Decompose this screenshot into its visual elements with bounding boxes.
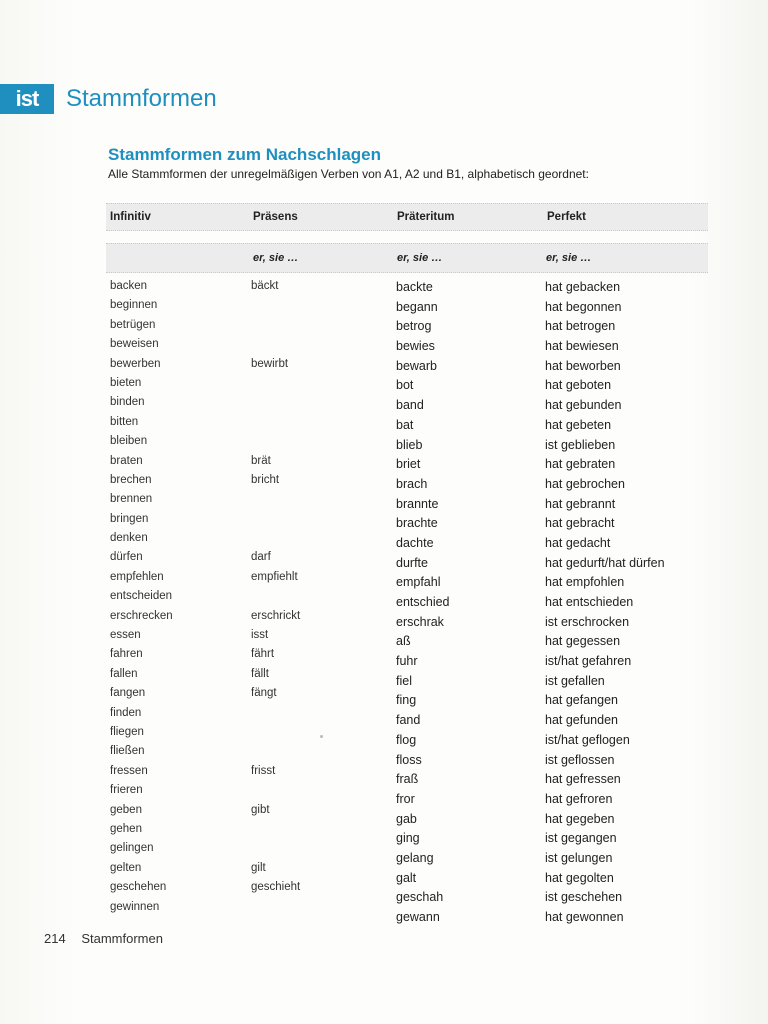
cell-infinitiv: backen [110, 280, 148, 292]
footer-label: Stammformen [81, 931, 163, 946]
cell-infinitiv: dürfen [110, 551, 143, 564]
chapter-badge: ist [0, 84, 54, 114]
cell-perfekt: hat empfohlen [545, 575, 625, 590]
cell-praesens [251, 493, 300, 512]
cell-praeteritum: brach [396, 476, 428, 491]
cell-praeteritum: durfte [396, 555, 428, 570]
column-praesens [251, 280, 300, 920]
cell-infinitiv: bitten [110, 415, 139, 428]
cell-praeteritum: band [396, 398, 424, 413]
cell-perfekt: hat gegeben [545, 811, 615, 826]
cell-perfekt: hat bewiesen [545, 339, 619, 354]
cell-perfekt: hat gebacken [545, 280, 621, 294]
cell-praesens: frisst [251, 764, 276, 777]
cell-perfekt: ist/hat gefahren [545, 654, 632, 669]
cell-infinitiv: gelingen [110, 842, 154, 855]
cell-praeteritum: flog [396, 732, 417, 747]
cell-perfekt: hat gebracht [545, 516, 615, 531]
cell-perfekt: hat gegolten [545, 870, 614, 885]
cell-perfekt: hat gewonnen [545, 910, 624, 924]
column-perfekt [545, 280, 665, 930]
cell-perfekt: hat gegessen [545, 634, 621, 649]
cell-infinitiv: fangen [110, 687, 146, 700]
cell-infinitiv: bieten [110, 376, 142, 389]
cell-infinitiv: beweisen [110, 338, 159, 351]
cell-praesens [251, 823, 300, 842]
cell-perfekt: ist gegangen [545, 831, 617, 846]
cell-perfekt: ist/hat geflogen [545, 732, 630, 747]
header-perfekt: Perfekt [547, 211, 586, 223]
cell-perfekt: hat gefangen [545, 693, 618, 708]
cell-infinitiv: empfehlen [110, 570, 164, 583]
cell-infinitiv: geben [110, 803, 142, 816]
cell-perfekt: hat gefressen [545, 772, 621, 787]
cell-infinitiv: fressen [110, 764, 148, 777]
cell-perfekt: hat gefroren [545, 791, 613, 806]
subheader-perfekt: er, sie … [546, 252, 592, 264]
subheader-praeteritum: er, sie … [397, 252, 443, 264]
header-infinitiv: Infinitiv [110, 211, 151, 223]
cell-praesens [251, 338, 300, 357]
cell-infinitiv: bewerben [110, 357, 161, 370]
cell-praeteritum: floss [396, 752, 422, 767]
cell-perfekt: hat gebeten [545, 417, 612, 432]
cell-praesens [251, 532, 300, 551]
cell-praesens [251, 901, 300, 920]
cell-praeteritum: erschrak [396, 614, 444, 629]
cell-perfekt: hat entschieden [545, 595, 634, 609]
cell-praeteritum: ging [396, 831, 420, 846]
cell-infinitiv: gewinnen [110, 900, 160, 913]
cell-praesens: bäckt [251, 280, 279, 292]
cell-infinitiv: fließen [110, 745, 145, 758]
cell-praeteritum: blieb [396, 437, 423, 452]
cell-praeteritum: gab [396, 811, 417, 826]
cell-perfekt: ist geschehen [545, 890, 623, 905]
cell-praesens: brät [251, 454, 271, 467]
cell-praesens [251, 435, 300, 454]
cell-praesens [251, 707, 300, 726]
cell-infinitiv: braten [110, 454, 143, 467]
cell-perfekt: ist gelungen [545, 850, 613, 865]
cell-praesens [251, 319, 300, 338]
cell-perfekt: hat begonnen [545, 299, 622, 314]
cell-praesens: bewirbt [251, 357, 289, 370]
cell-praesens: darf [251, 551, 271, 564]
subheader-praesens: er, sie … [253, 252, 299, 264]
cell-perfekt: ist geblieben [545, 437, 616, 452]
cell-praeteritum: gelang [396, 850, 434, 865]
cell-praeteritum: briet [396, 457, 421, 472]
cell-infinitiv: brechen [110, 473, 152, 486]
section-subtitle: Alle Stammformen der unregelmäßigen Verben von A1, A2 und B1, alphabetisch geordnet: [108, 167, 589, 181]
cell-praeteritum: empfahl [396, 575, 441, 590]
cell-infinitiv: beginnen [110, 299, 158, 312]
cell-praeteritum: brachte [396, 516, 438, 531]
cell-praesens: empfiehlt [251, 570, 298, 583]
table-header [106, 203, 708, 231]
cell-perfekt: hat gedurft/hat dürfen [545, 555, 665, 570]
cell-praeteritum: galt [396, 870, 417, 885]
cell-infinitiv: denken [110, 532, 148, 545]
cell-infinitiv: bringen [110, 512, 149, 525]
cell-praeteritum: entschied [396, 595, 450, 609]
cell-perfekt: ist gefallen [545, 673, 605, 688]
cell-praesens: fängt [251, 687, 277, 700]
cell-infinitiv: frieren [110, 784, 143, 797]
cell-infinitiv: gelten [110, 861, 142, 874]
cell-perfekt: hat beworben [545, 358, 621, 373]
cell-praeteritum: geschah [396, 890, 444, 905]
cell-perfekt: hat betrogen [545, 319, 616, 334]
column-infinitiv [110, 280, 173, 920]
cell-praeteritum: bewies [396, 339, 435, 354]
cell-praesens [251, 745, 300, 764]
cell-praeteritum: betrog [396, 319, 432, 334]
cell-praeteritum: fiel [396, 673, 412, 688]
cell-praesens: fährt [251, 648, 275, 661]
cell-praeteritum: gewann [396, 910, 440, 924]
cell-praeteritum: aß [396, 634, 411, 649]
cell-infinitiv: entscheiden [110, 590, 173, 603]
cell-praesens [251, 377, 300, 396]
cell-praesens [251, 299, 300, 318]
cell-praeteritum: fuhr [396, 654, 418, 669]
header-praeteritum: Präteritum [397, 211, 455, 223]
cell-infinitiv: bleiben [110, 435, 148, 448]
cell-praeteritum: backte [396, 280, 433, 294]
cell-perfekt: hat gebrochen [545, 476, 625, 491]
cell-perfekt: ist geflossen [545, 752, 615, 767]
cell-infinitiv: binden [110, 396, 145, 409]
cell-perfekt: hat gebrannt [545, 496, 616, 511]
cell-praeteritum: fand [396, 713, 421, 728]
cell-praesens [251, 590, 300, 609]
page-footer [44, 931, 163, 946]
cell-praesens: gilt [251, 861, 266, 874]
cell-praeteritum: bewarb [396, 358, 437, 373]
cell-praesens: fällt [251, 667, 269, 680]
cell-praesens: gibt [251, 803, 270, 816]
cell-praesens [251, 396, 300, 415]
paper-speck [320, 735, 323, 738]
cell-praeteritum: bot [396, 378, 414, 393]
cell-perfekt: hat gefunden [545, 713, 618, 728]
cell-praesens: bricht [251, 473, 280, 486]
cell-infinitiv: fahren [110, 648, 143, 661]
cell-praesens [251, 513, 300, 532]
cell-infinitiv: gehen [110, 822, 142, 835]
section-title: Stammformen zum Nachschlagen [108, 145, 382, 164]
cell-praesens [251, 784, 300, 803]
cell-praeteritum: brannte [396, 496, 439, 511]
cell-infinitiv: geschehen [110, 881, 167, 894]
cell-infinitiv: essen [110, 629, 141, 642]
cell-praesens [251, 726, 300, 745]
header-praesens: Präsens [253, 211, 298, 223]
cell-infinitiv: betrügen [110, 318, 156, 331]
cell-praesens [251, 842, 300, 861]
cell-infinitiv: erschrecken [110, 609, 173, 622]
cell-praeteritum: fraß [396, 772, 419, 787]
cell-praeteritum: fror [396, 791, 415, 806]
cell-infinitiv: fliegen [110, 725, 144, 738]
page-number: 214 [44, 931, 66, 946]
cell-praesens [251, 416, 300, 435]
cell-praeteritum: begann [396, 299, 438, 314]
cell-infinitiv: brennen [110, 493, 153, 506]
cell-praeteritum: fing [396, 693, 417, 708]
cell-perfekt: hat geboten [545, 378, 612, 393]
cell-infinitiv: fallen [110, 667, 138, 680]
cell-praesens: isst [251, 629, 269, 642]
cell-praeteritum: dachte [396, 535, 434, 550]
cell-perfekt: hat gedacht [545, 535, 611, 550]
column-praeteritum [396, 280, 450, 930]
cell-perfekt: ist erschrocken [545, 614, 630, 629]
chapter-title: Stammformen [66, 85, 217, 112]
cell-perfekt: hat gebraten [545, 457, 616, 472]
table-subheader [106, 243, 708, 273]
cell-praeteritum: bat [396, 417, 414, 432]
cell-perfekt: hat gebunden [545, 398, 622, 413]
cell-infinitiv: finden [110, 706, 142, 719]
cell-praesens: geschieht [251, 881, 301, 894]
cell-praesens: erschrickt [251, 609, 301, 622]
